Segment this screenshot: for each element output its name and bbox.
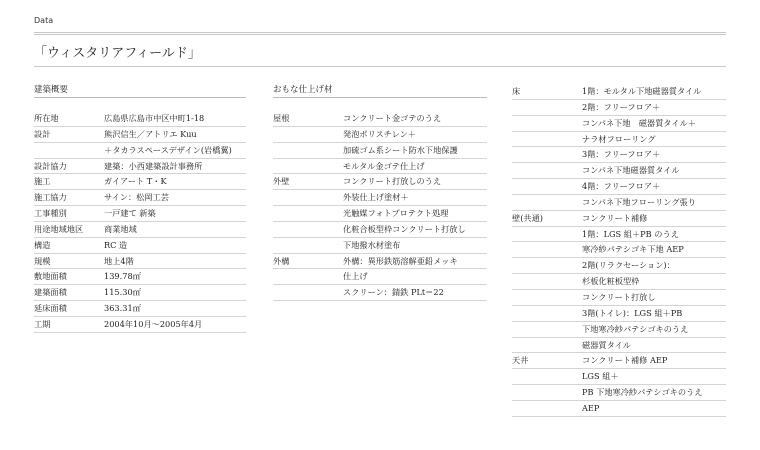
row-key: 用途地域地区: [34, 223, 84, 234]
row-value: サイン：松岡工芸: [104, 192, 169, 203]
row-key: 天井: [512, 355, 529, 366]
row-value: コンクリート補修: [582, 212, 648, 223]
row-value: 外構：異形鉄筋溶解亜鉛メッキ: [343, 255, 458, 266]
table-row: [273, 111, 487, 127]
table-row: [512, 100, 726, 116]
table-row: [34, 254, 246, 270]
table-row: [512, 211, 726, 227]
table-row: [273, 269, 487, 285]
row-value: 外装仕上げ塗材＋: [343, 192, 409, 203]
row-value: 商業地域: [104, 223, 137, 234]
table-row: [34, 301, 246, 317]
row-key: 工事種別: [34, 208, 67, 219]
table-row: [512, 132, 726, 148]
table-row: [512, 258, 726, 274]
table-row: [34, 143, 246, 159]
table-row: [512, 385, 726, 401]
row-key: 構造: [34, 239, 51, 250]
row-key: 敷地面積: [34, 271, 67, 282]
row-key: 工期: [34, 318, 51, 329]
row-value: コンクリート補修 AEP: [582, 355, 668, 366]
row-key: 設計協力: [34, 160, 67, 171]
row-value: コンパネ下地 磁器質タイル＋: [582, 117, 696, 128]
row-key: 外壁: [273, 176, 290, 187]
row-key: 建築面積: [34, 287, 67, 298]
row-value: 杉板化粧板型枠: [582, 276, 640, 287]
page-title: 「ウィスタリアフィールド」: [34, 46, 201, 61]
table-row: [512, 306, 726, 322]
table-row: [512, 274, 726, 290]
row-value: コンパネ下地フローリング張り: [582, 196, 696, 207]
row-value: 磁器質タイル: [582, 339, 631, 350]
row-key: 規模: [34, 255, 51, 266]
table-row: [273, 143, 487, 159]
table-row: [34, 317, 246, 333]
row-key: 施工協力: [34, 192, 67, 203]
row-value: ＋タカラスペースデザイン(岩橋翼): [104, 144, 232, 155]
table-row: [273, 174, 487, 190]
table-row: [512, 227, 726, 243]
table-row: [512, 401, 726, 417]
section-rule: [273, 97, 487, 98]
row-value: 化粧合板型枠コンクリート打放し: [343, 223, 466, 234]
table-row: [273, 127, 487, 143]
table-row: [34, 238, 246, 254]
row-value: コンクリート打放しのうえ: [343, 176, 442, 187]
table-row: [34, 269, 246, 285]
table-row: [34, 159, 246, 175]
row-value: 地上4階: [104, 255, 134, 266]
table-row: [512, 179, 726, 195]
row-key: 施工: [34, 176, 51, 187]
table-row: [512, 353, 726, 369]
row-value: 下地撥水材塗布: [343, 239, 401, 250]
row-value: 1階：LGS 組＋PB のうえ: [582, 228, 679, 239]
row-value: コンクリート金ゴテのうえ: [343, 113, 442, 123]
row-key: 所在地: [34, 113, 59, 123]
row-value: 2004年10月〜2005年4月: [104, 318, 203, 329]
row-key: 床: [512, 86, 521, 96]
row-value: 115.30㎡: [104, 287, 141, 298]
row-key: 屋根: [273, 113, 290, 123]
row-value: 4階：フリーフロア＋: [582, 181, 661, 192]
section-heading: おもな仕上げ材: [273, 85, 333, 95]
row-value: LGS 組＋: [582, 371, 619, 382]
table-row: [273, 159, 487, 175]
table-row: [34, 174, 246, 190]
row-value: 熊沢信生／アトリエ Kuu: [104, 128, 197, 139]
section-heading: 建築概要: [34, 85, 69, 95]
row-value: 1階：モルタル下地磁器質タイル: [582, 86, 702, 96]
section-rule: [34, 97, 246, 98]
row-value: RC 造: [104, 239, 128, 250]
table-row: [273, 238, 487, 254]
table-row: [34, 206, 246, 222]
row-value: 仕上げ: [343, 271, 368, 282]
row-value: コンパネ下地磁器質タイル: [582, 165, 680, 176]
row-value: 加硫ゴム系シート防水下地保護: [343, 144, 458, 155]
table-row: [512, 338, 726, 354]
table-row: [512, 163, 726, 179]
row-value: AEP: [582, 402, 600, 413]
table-row: [273, 190, 487, 206]
table-row: [273, 285, 487, 301]
table-row: [273, 254, 487, 270]
header-label: Data: [34, 16, 54, 25]
row-key: 外構: [273, 255, 290, 266]
row-value: 光触媒フォトプロテクト処理: [343, 208, 449, 219]
table-row: [512, 195, 726, 211]
row-value: コンクリート打放し: [582, 291, 656, 302]
table-row: [512, 290, 726, 306]
row-key: 延床面積: [34, 303, 67, 314]
header-rule: [34, 32, 726, 33]
table-row: [512, 84, 726, 100]
table-row: [34, 127, 246, 143]
row-value: 2階：フリーフロア＋: [582, 101, 661, 112]
table-row: [34, 111, 246, 127]
row-value: 139.78㎡: [104, 271, 141, 282]
row-value: ガイアート T・K: [104, 176, 167, 187]
table-row: [512, 322, 726, 338]
row-value: 寒冷紗パテシゴキ下地 AEP: [582, 244, 684, 255]
table-row: [512, 242, 726, 258]
row-value: 3階(トイレ)：LGS 組＋PB: [582, 307, 683, 318]
row-value: 建築：小西建築設計事務所: [104, 160, 203, 171]
table-row: [512, 116, 726, 132]
row-value: 広島県広島市中区中町1-18: [104, 113, 205, 123]
row-value: PB 下地寒冷紗パテシゴキのうえ: [582, 387, 703, 398]
table-row: [34, 190, 246, 206]
row-key: 設計: [34, 128, 51, 139]
table-row: [273, 222, 487, 238]
row-value: 2階(リラクセーション)：: [582, 260, 675, 271]
row-value: 一戸建て 新築: [104, 208, 156, 219]
table-row: [34, 222, 246, 238]
row-value: スクリーン：錆鉄 PLt＝22: [343, 287, 444, 298]
table-row: [34, 285, 246, 301]
row-value: モルタル金ゴテ仕上げ: [343, 160, 425, 171]
row-value: 下地寒冷紗パテシゴキのうえ: [582, 323, 689, 334]
header-rule-2: [34, 34, 726, 35]
table-row: [273, 206, 487, 222]
table-row: [512, 369, 726, 385]
row-value: ナラ材フローリング: [582, 133, 656, 144]
row-key: 壁(共通): [512, 212, 543, 223]
row-value: 3階：フリーフロア＋: [582, 149, 661, 160]
row-value: 363.31㎡: [104, 303, 141, 314]
row-value: 発泡ポリスチレン＋: [343, 128, 416, 139]
title-rule: [34, 66, 726, 67]
table-row: [512, 147, 726, 163]
